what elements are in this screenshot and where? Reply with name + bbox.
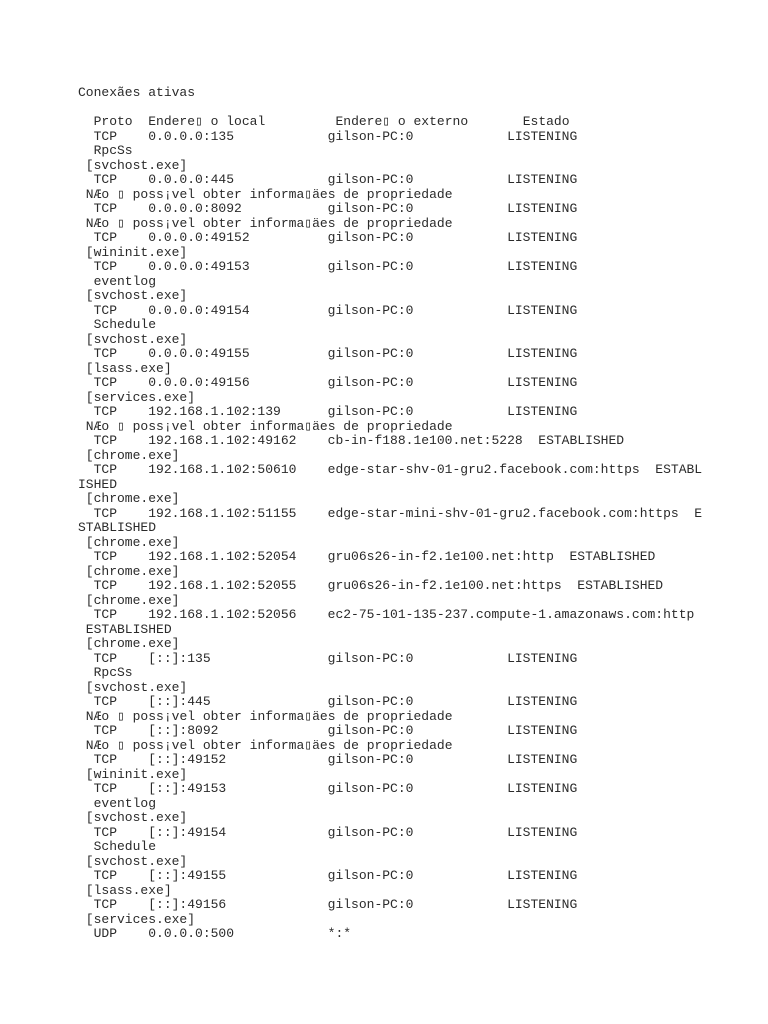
output-line: Schedule xyxy=(78,317,157,332)
output-line: TCP [::]:49154 gilson-PC:0 LISTENING xyxy=(78,824,578,840)
output-line: TCP [::]:135 gilson-PC:0 LISTENING xyxy=(78,650,578,666)
output-line: TCP [::]:445 gilson-PC:0 LISTENING xyxy=(78,694,578,709)
output-line: ESTABLISHED xyxy=(78,621,172,637)
output-line: [svchost.exe] xyxy=(78,810,188,825)
output-line: TCP 192.168.1.102:49162 cb-in-f188.1e100.net:5228 ESTABLISHED xyxy=(78,433,625,448)
output-line: TCP 0.0.0.0:49152 gilson-PC:0 LISTENING xyxy=(78,230,578,245)
output-line: eventlog xyxy=(78,795,157,811)
output-line: [chrome.exe] xyxy=(78,447,180,463)
output-line: NÆo ▯ poss¡vel obter informa▯äes de propriedade xyxy=(78,215,453,231)
output-line: TCP 192.168.1.102:51155 edge-star-mini-shv-01-gru2.facebook.com:https E xyxy=(78,505,703,521)
output-line: STABLISHED xyxy=(78,520,157,535)
output-line: Schedule xyxy=(78,839,157,854)
output-line: NÆo ▯ poss¡vel obter informa▯äes de propriedade xyxy=(78,737,453,753)
output-line: [svchost.exe] xyxy=(78,331,188,347)
output-line: NÆo ▯ poss¡vel obter informa▯äes de propriedade xyxy=(78,708,453,724)
output-line: TCP [::]:49153 gilson-PC:0 LISTENING xyxy=(78,781,578,796)
output-line: TCP 0.0.0.0:49154 gilson-PC:0 LISTENING xyxy=(78,302,578,318)
output-line: [svchost.exe] xyxy=(78,679,188,695)
output-line: TCP 0.0.0.0:8092 gilson-PC:0 LISTENING xyxy=(78,201,578,216)
output-line: TCP 192.168.1.102:52056 ec2-75-101-135-237.compute-1.amazonaws.com:http xyxy=(78,607,695,622)
output-line: Proto Endere▯ o local Endere▯ o externo Estado xyxy=(78,114,570,129)
output-line: TCP 192.168.1.102:52055 gru06s26-in-f2.1e100.net:https ESTABLISHED xyxy=(78,578,664,593)
output-line: [services.exe] xyxy=(78,911,196,927)
output-line: TCP [::]:49156 gilson-PC:0 LISTENING xyxy=(78,897,578,912)
output-line: RpcSs xyxy=(78,665,133,680)
output-line: TCP [::]:8092 gilson-PC:0 LISTENING xyxy=(78,723,578,738)
output-line: ISHED xyxy=(78,476,118,492)
output-line: [services.exe] xyxy=(78,389,196,405)
output-line: TCP 0.0.0.0:49153 gilson-PC:0 LISTENING xyxy=(78,259,578,274)
output-line: [chrome.exe] xyxy=(78,636,180,651)
document-title: Conexães ativas xyxy=(78,85,196,100)
output-line: [svchost.exe] xyxy=(78,288,188,303)
output-line: [chrome.exe] xyxy=(78,563,180,579)
netstat-output xyxy=(78,115,758,942)
output-line: TCP 0.0.0.0:49156 gilson-PC:0 LISTENING xyxy=(78,375,578,390)
output-line: UDP 0.0.0.0:500 *:* xyxy=(78,926,352,941)
output-line: [svchost.exe] xyxy=(78,157,188,173)
output-line: TCP 192.168.1.102:52054 gru06s26-in-f2.1e100.net:http ESTABLISHED xyxy=(78,549,656,564)
output-line: [chrome.exe] xyxy=(78,534,180,550)
output-line: RpcSs xyxy=(78,143,133,158)
output-line: TCP 0.0.0.0:49155 gilson-PC:0 LISTENING xyxy=(78,346,578,361)
document-page xyxy=(78,86,758,942)
output-line: NÆo ▯ poss¡vel obter informa▯äes de propriedade xyxy=(78,418,453,434)
output-line: [lsass.exe] xyxy=(78,882,172,898)
output-line: TCP [::]:49155 gilson-PC:0 LISTENING xyxy=(78,868,578,883)
output-line: NÆo ▯ poss¡vel obter informa▯äes de propriedade xyxy=(78,186,453,202)
output-line: [lsass.exe] xyxy=(78,360,172,376)
output-line: TCP 192.168.1.102:50610 edge-star-shv-01-gru2.facebook.com:https ESTABL xyxy=(78,462,703,477)
output-line: TCP [::]:49152 gilson-PC:0 LISTENING xyxy=(78,752,578,767)
output-line: [chrome.exe] xyxy=(78,491,180,506)
output-line: TCP 0.0.0.0:135 gilson-PC:0 LISTENING xyxy=(78,128,578,144)
output-line: [chrome.exe] xyxy=(78,592,180,608)
output-line: [wininit.exe] xyxy=(78,244,188,260)
output-line: TCP 0.0.0.0:445 gilson-PC:0 LISTENING xyxy=(78,172,578,187)
output-line: [wininit.exe] xyxy=(78,766,188,782)
output-line: TCP 192.168.1.102:139 gilson-PC:0 LISTENING xyxy=(78,404,578,419)
output-line: eventlog xyxy=(78,273,157,289)
output-line: [svchost.exe] xyxy=(78,853,188,869)
